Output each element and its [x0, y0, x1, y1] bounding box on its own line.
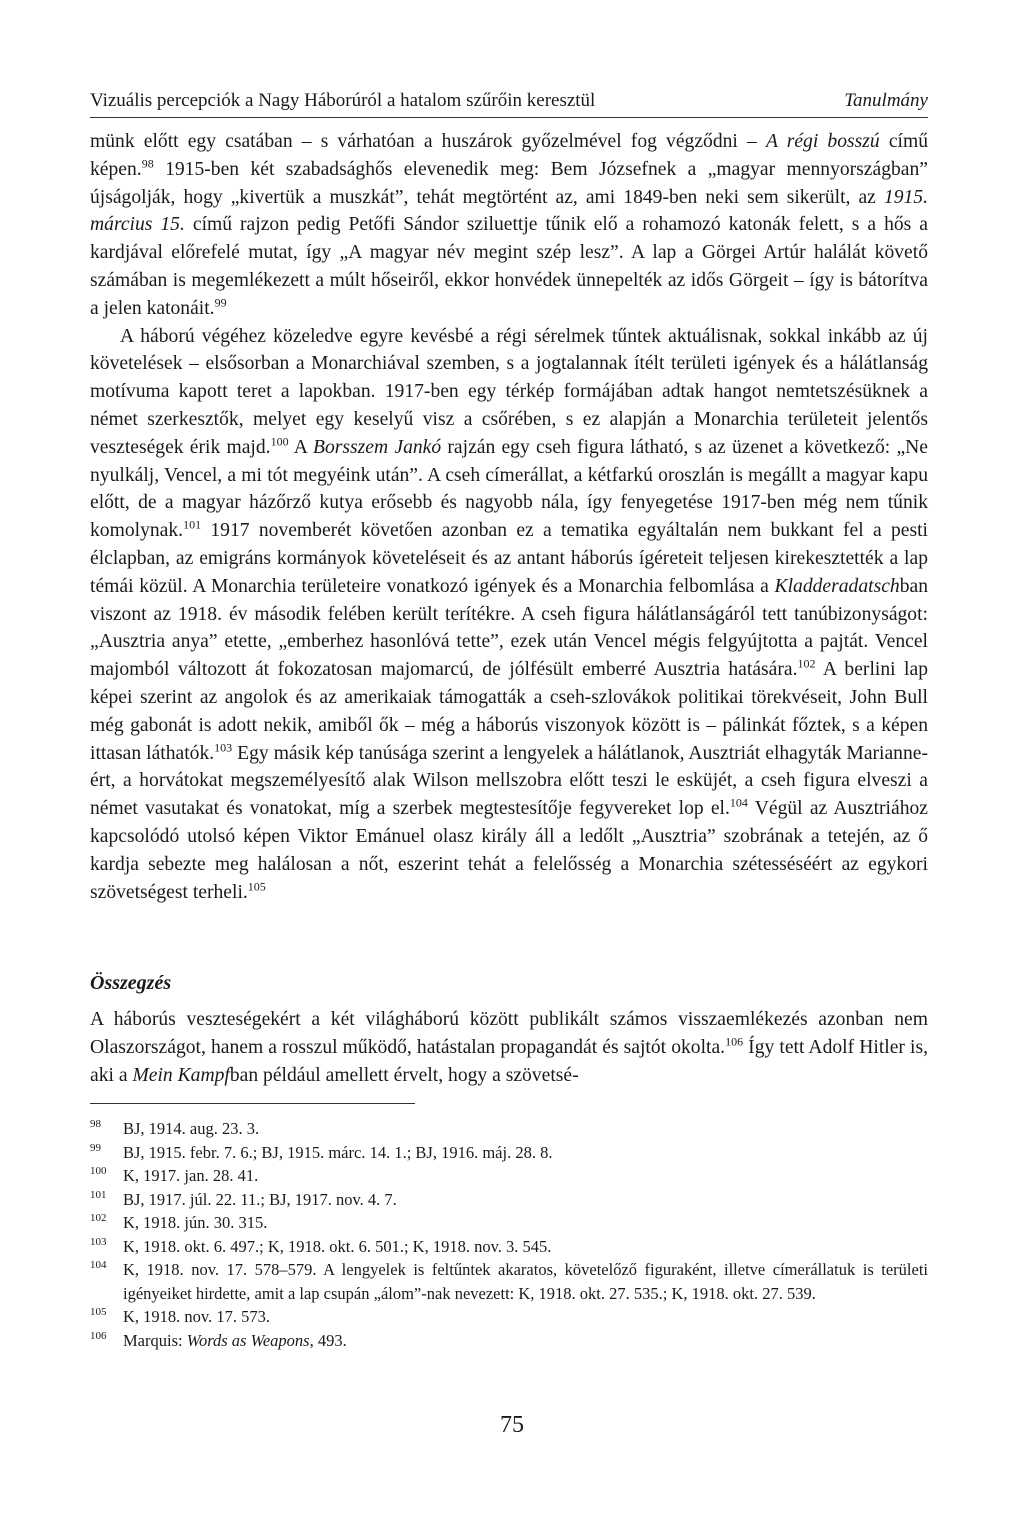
footnote-ref: 105 — [247, 878, 266, 893]
text-run: Végül az Ausztriához kapcsolódó utolsó képen Viktor Emánuel olasz király áll a ledőlt „Ausztria” szobrának a tetején, az ő kardja sebezte meg halálosan a nőt, eszerint tehát a felelősség a Monarchia szétesséséért az egykori szövetségest terheli. — [90, 798, 928, 903]
paragraph-2 — [90, 323, 928, 907]
section-heading: Összegzés — [90, 972, 172, 994]
text-run: 1917 novemberét követően azonban ez a tematika egyáltalán nem bukkant fel a pesti élclapban, az emigráns kormányok követeléseit és az antant háborús ígéreteit teljesen kirekesztették a lap témái közül. A Monarchia területeire vonatkozó igények és a Monarchia felbomlása a — [90, 520, 928, 597]
footnote-text: BJ, 1917. júl. 22. 11.; BJ, 1917. nov. 4. 7. — [123, 1189, 397, 1209]
footnote-100 — [90, 1164, 928, 1188]
page-number: 75 — [500, 1412, 524, 1438]
footnote-book-title: Words as Weapons — [186, 1330, 310, 1350]
footnote-text: K, 1918. okt. 6. 497.; K, 1918. okt. 6. 501.; K, 1918. nov. 3. 545. — [123, 1236, 552, 1256]
text-run: Így tett Adolf Hitler is, aki a — [90, 1036, 928, 1086]
footnote-ref: 104 — [729, 795, 748, 810]
footnote-ref: 102 — [797, 656, 816, 671]
paragraph-3 — [90, 1006, 928, 1089]
footnote-ref: 106 — [725, 1034, 744, 1049]
footnote-ref: 100 — [270, 434, 289, 449]
footnote-ref: 101 — [183, 517, 202, 532]
footnote-page: , 493. — [309, 1330, 347, 1350]
italic-title: Borsszem Jankó — [313, 436, 442, 458]
text-run: A háborús veszteségekért a két világháború között publikált számos visszaemlékezés azonban nem Olaszországot, hanem a rosszul működő, hatástalan propagandát és sajtót okolta. — [90, 1009, 928, 1058]
italic-title: A régi bosszú — [765, 131, 880, 152]
main-text — [90, 128, 928, 906]
footnote-text: K, 1918. nov. 17. 578–579. A lengyelek is feltűntek akaratos, követelőző figuraként, illetve címerállatuk is területi igényeiket hirdette, amit a lap csupán „álom”-nak nevezett: K, 1918. okt. 27. 535.; K, 1918. okt. 27. 539. — [123, 1260, 928, 1303]
footnote-number: 100 — [90, 1165, 107, 1177]
paragraph-1 — [90, 128, 928, 323]
footnote-102 — [90, 1211, 928, 1235]
footnote-103 — [90, 1235, 928, 1259]
footnote-text: K, 1917. jan. 28. 41. — [123, 1166, 259, 1185]
text-run: A berlini lap képei szerint az angolok és az amerikaiak támogatták a cseh-szlovákok politikai törekvéseit, John Bull még gabonát is adott nekik, amiből ők – még a háborús viszonyok között is – pálinkát főztek, s a képen ittasan láthatók. — [90, 659, 928, 764]
footnote-text: K, 1918. jún. 30. 315. — [123, 1213, 268, 1232]
text-run: 1915-ben két szabadsághős elevenedik meg: Bem Józsefnek a „magyar mennyországban” újságolják, hogy „kivertük a muszkát”, tehát megtörtént az, ami 1849-ben neki sem sikerült, az — [90, 158, 928, 208]
footnote-author: Marquis: — [123, 1330, 187, 1350]
footnote-104 — [90, 1258, 928, 1305]
footnote-number: 102 — [90, 1212, 107, 1224]
header-section-label: Tanulmány — [844, 90, 928, 111]
footnote-106 — [90, 1329, 928, 1353]
text-run: rajzán egy cseh figura látható, s az üzenet a következő: „Ne nyulkálj, Vencel, a mi tót megyéink után”. A cseh címerállat, a kétfarkú oroszlán is megállt a magyar kapu előtt, de a magyar házőrző kutya erősebb és nagyobb nála, így fenyegetése 1917-ben még nem tűnik komolynak. — [90, 436, 929, 542]
text-run: A háború végéhez közeledve egyre kevésbé a régi sérelmek tűntek aktuálisnak, sokkal inkább az új követelések – elsősorban a Monarchiával szemben, s a jogtalannak ítélt területi igények és a hálátlanság motívuma kapott teret a lapokban. 1917-ben egy térkép formájában adtak hangot nemtetszésüknek a német szerkesztők, melyet egy keselyű visz a csőrében, s ez alapján a Monarchia területeit jelentős veszteségek érik majd. — [90, 325, 928, 458]
footnote-98 — [90, 1117, 928, 1141]
footnote-divider — [90, 1103, 415, 1104]
footnote-text — [123, 1329, 928, 1353]
text-run: münk előtt egy csatában – s várhatóan a huszárok győzelmével fog végződni – — [90, 131, 766, 152]
text-run: című rajzon pedig Petőfi Sándor sziluettje tűnik elő a rohamozó katonák felett, s a hős a kardjával előrefelé mutat, így „A magyar név megint szép lesz”. A lap a Görgei Artúr halálát követő számában is megemlékezett a múlt hőseiről, ekkor honvédek ünnepelték az idős Görgeit – így is bátorítva a jelen katonáit. — [90, 214, 928, 319]
text-run: ban például amellett érvelt, hogy a szövetsé- — [229, 1064, 579, 1086]
footnote-number: 103 — [90, 1235, 107, 1248]
footnote-text: K, 1918. nov. 17. 573. — [123, 1307, 270, 1326]
footnote-ref: 103 — [214, 740, 233, 754]
footnote-number: 105 — [90, 1306, 107, 1318]
footnote-number: 106 — [90, 1329, 107, 1342]
footnote-text: BJ, 1915. febr. 7. 6.; BJ, 1915. márc. 14. 1.; BJ, 1916. máj. 28. 8. — [123, 1142, 553, 1162]
header-title: Vizuális percepciók a Nagy Háborúról a hatalom szűrőin keresztül — [90, 90, 596, 111]
footnote-number: 101 — [90, 1188, 107, 1201]
running-header — [90, 90, 928, 118]
text-run: című képen. — [90, 131, 929, 180]
footnote-number: 99 — [90, 1141, 101, 1154]
italic-title: 1915. március 15. — [90, 186, 928, 236]
text-run: ban viszont az 1918. év második felében került terítékre. A cseh figura hálátlanságáról tett tanúbizonyságot: „Ausztria anya” etette, „emberhez hasonlóvá tette”, ezek után Vencel mégis felgyújtotta a pajtát. Vencel majomból változott át fokozatosan majomarcú, de jólfésült emberré Ausztria hatására. — [90, 575, 928, 681]
footnotes — [90, 1117, 928, 1352]
italic-title: Mein Kampf — [132, 1064, 230, 1086]
footnote-99 — [90, 1141, 928, 1165]
summary-text — [90, 1006, 928, 1089]
footnote-ref: 99 — [214, 295, 227, 310]
footnote-number: 104 — [90, 1259, 107, 1271]
footnote-ref: 98 — [141, 156, 154, 171]
text-run: Egy másik kép tanúsága szerint a lengyelek a hálátlanok, Ausztriát elhagyták Marianne-ért, a horvátokat megszemélyesítő alak Wilson mellszobra előtt teszi le esküjét, a cseh figura elveszi a német vasutakat és vonatokat, míg a szerbek megtestesítője fegyvereket lop el. — [90, 742, 928, 820]
footnote-text: BJ, 1914. aug. 23. 3. — [123, 1119, 260, 1138]
footnote-101 — [90, 1188, 928, 1212]
footnote-number: 98 — [90, 1118, 101, 1130]
italic-title: Kladderadatsch — [774, 575, 900, 597]
text-run: A — [288, 436, 314, 458]
footnote-105 — [90, 1305, 928, 1329]
